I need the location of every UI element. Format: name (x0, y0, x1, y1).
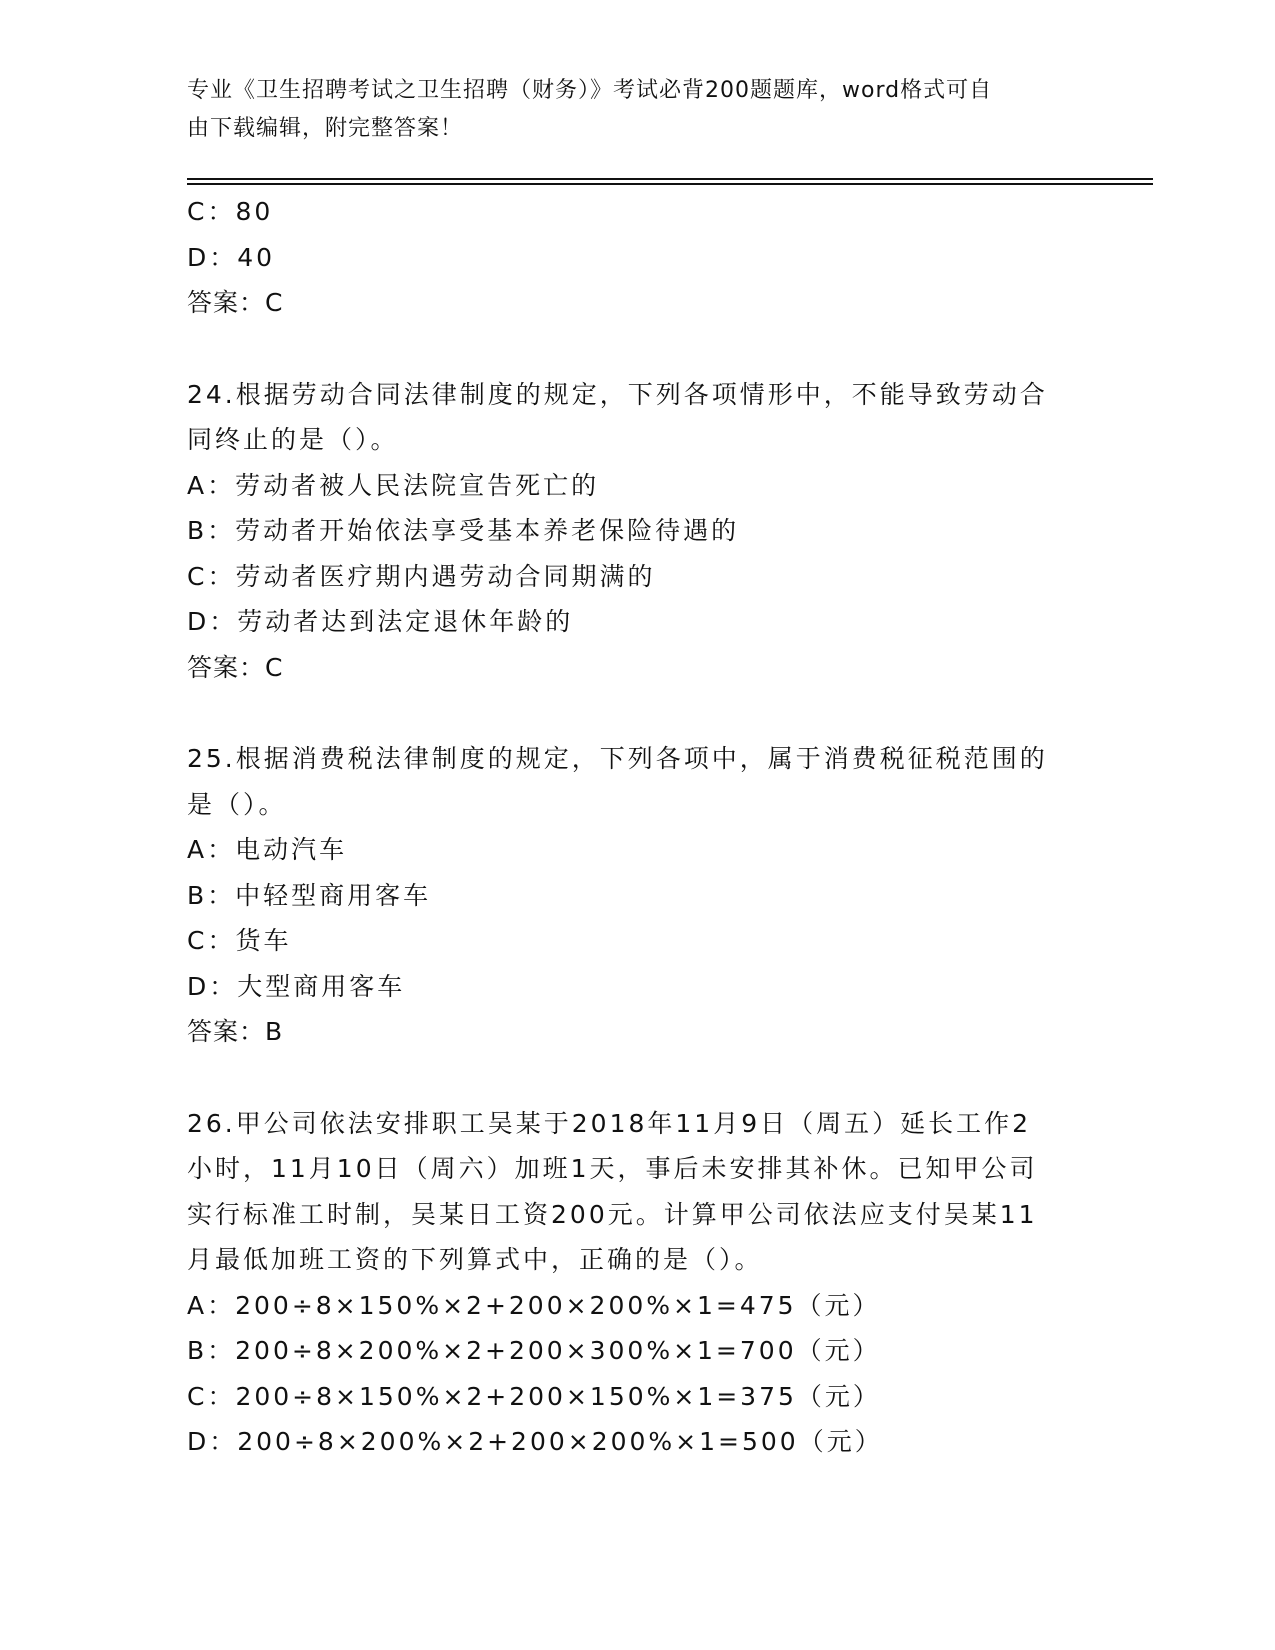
option-d: D：大型商用客车 (187, 971, 406, 1001)
header-line-2: 由下载编辑，附完整答案！ (187, 116, 464, 141)
spacer (187, 326, 1087, 372)
question-stem-line: 月最低加班工资的下列算式中，正确的是（）。 (187, 1245, 763, 1274)
document-body (187, 189, 1087, 1465)
answer-line: 答案：C (187, 652, 284, 682)
option-d: D：40 (187, 242, 276, 272)
spacer (187, 1055, 1087, 1101)
header-rule-top (187, 178, 1153, 180)
question-stem-line: 小时，11月10日（周六）加班1天，事后未安排其补休。已知甲公司 (187, 1154, 1038, 1183)
option-a: A：电动汽车 (187, 835, 348, 864)
option-a: A：200÷8×150%×2+200×200%×1=475（元） (187, 1290, 881, 1320)
option-d: D：劳动者达到法定退休年龄的 (187, 607, 574, 636)
header-line-1: 专业《卫生招聘考试之卫生招聘（财务）》考试必背200题题库，word格式可自 (187, 78, 993, 103)
option-b: B：中轻型商用客车 (187, 880, 432, 910)
question-stem-line: 是（）。 (187, 789, 287, 819)
question-24 (187, 372, 1087, 691)
option-c: C：200÷8×150%×2+200×150%×1=375（元） (187, 1381, 881, 1411)
question-stem-line: 25.根据消费税法律制度的规定，下列各项中，属于消费税征税范围的 (187, 744, 1048, 773)
answer-line: 答案：B (187, 1017, 284, 1046)
header-rule-bottom (187, 183, 1153, 185)
option-c: C：货车 (187, 926, 292, 955)
option-d: D：200÷8×200%×2+200×200%×1=500（元） (187, 1427, 883, 1456)
option-b: B：200÷8×200%×2+200×300%×1=700（元） (187, 1336, 881, 1365)
question-26 (187, 1101, 1087, 1465)
question-25 (187, 736, 1087, 1055)
question-stem-line: 26.甲公司依法安排职工吴某于2018年11月9日（周五）延长工作2 (187, 1108, 1032, 1138)
option-b: B：劳动者开始依法享受基本养老保险待遇的 (187, 516, 740, 545)
prev-question (187, 189, 1087, 326)
question-stem-line: 24.根据劳动合同法律制度的规定，下列各项情形中，不能导致劳动合 (187, 379, 1048, 409)
page-header (187, 72, 1067, 148)
question-stem-line: 实行标准工时制，吴某日工资200元。计算甲公司依法应支付吴某11 (187, 1199, 1038, 1229)
option-c: C：劳动者医疗期内遇劳动合同期满的 (187, 561, 656, 591)
option-c: C：80 (187, 197, 274, 226)
option-a: A：劳动者被人民法院宣告死亡的 (187, 470, 600, 500)
question-stem-line: 同终止的是（）。 (187, 425, 399, 454)
answer-line: 答案：C (187, 288, 284, 317)
spacer (187, 690, 1087, 736)
